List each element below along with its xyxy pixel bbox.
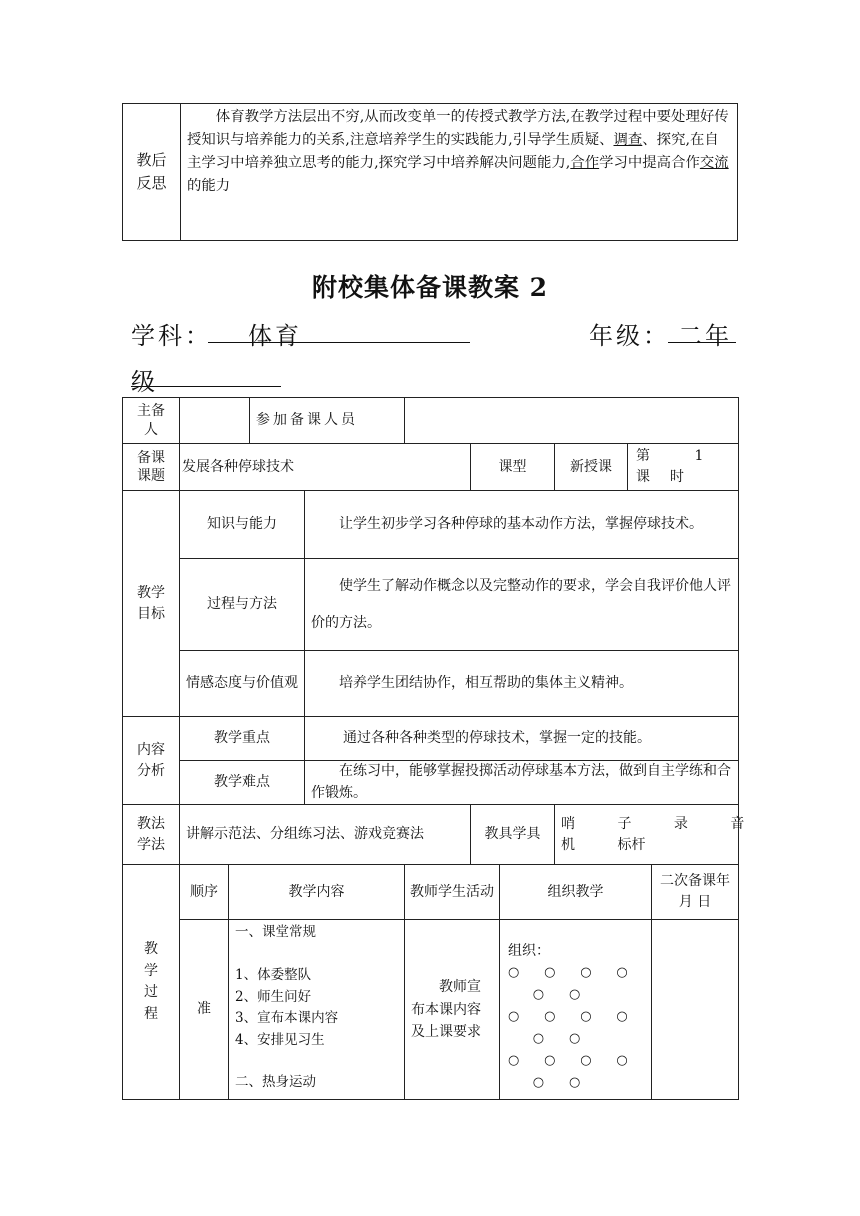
period: 第 1 课时 bbox=[628, 444, 739, 491]
page-title: 附校集体备课教案 2 bbox=[311, 273, 549, 302]
goal-3-text: 培养学生团结协作，相互帮助的集体主义精神。 bbox=[305, 651, 739, 717]
method-value: 讲解示范法、分组练习法、游戏竞赛法 bbox=[180, 805, 471, 865]
goal-3-label: 情感态度与价值观 bbox=[180, 651, 305, 717]
org-circles bbox=[508, 962, 643, 1094]
row-content-lines bbox=[235, 922, 398, 1094]
process-label-text: 教学过程 bbox=[144, 941, 158, 1023]
reflection-text bbox=[181, 104, 738, 241]
row-second-prep bbox=[652, 920, 739, 1100]
tools-value bbox=[555, 805, 751, 865]
reflection-label-line1: 教后 bbox=[136, 150, 167, 169]
key-point-label: 教学重点 bbox=[180, 717, 305, 761]
reflection-table bbox=[122, 103, 738, 241]
content-line: 3、宣布本课内容 bbox=[235, 1010, 339, 1027]
process-label bbox=[123, 865, 180, 1100]
subject-underline bbox=[208, 342, 470, 343]
org-label: 组织： bbox=[508, 943, 551, 960]
header-content: 教学内容 bbox=[229, 865, 405, 920]
content-line: 1、体委整队 bbox=[235, 966, 312, 983]
formation-row: ○ ○ bbox=[508, 1031, 581, 1047]
goal-1-label: 知识与能力 bbox=[180, 491, 305, 559]
subject-label: 学科： bbox=[131, 322, 212, 350]
formation-row: ○ ○ ○ ○ bbox=[508, 1009, 628, 1025]
reflection-label-line2: 反思 bbox=[136, 174, 167, 192]
lead-value bbox=[180, 398, 250, 444]
row-order: 准 bbox=[180, 920, 229, 1100]
difficulty-text: 在练习中，能够掌握投掷活动停球基本方法，做到自主学练和合作锻炼。 bbox=[305, 761, 739, 805]
grade-label: 年级： bbox=[589, 322, 670, 350]
header-second-prep: 二次备课年 月 日 bbox=[652, 865, 739, 920]
lesson-plan-table bbox=[122, 397, 751, 1100]
type-label: 课型 bbox=[471, 444, 555, 491]
lead-label: 主备人 bbox=[123, 398, 180, 444]
goal-2-label: 过程与方法 bbox=[180, 559, 305, 651]
participants-value bbox=[405, 398, 739, 444]
goals-label: 教学目标 bbox=[123, 491, 180, 717]
content-line bbox=[235, 1051, 398, 1072]
reflection-label bbox=[123, 104, 181, 241]
content-line: 二、热身运动 bbox=[235, 1074, 316, 1091]
formation-row: ○ ○ ○ ○ bbox=[508, 965, 628, 981]
analysis-label: 内容分析 bbox=[123, 717, 180, 805]
topic-value: 发展各种停球技术 bbox=[180, 444, 471, 491]
header-order: 顺序 bbox=[180, 865, 229, 920]
tools-value-line2: 机 标杆 bbox=[561, 836, 646, 853]
goal-2-text: 使学生了解动作概念以及完整动作的要求，学会自我评价他人评价的方法。 bbox=[305, 559, 739, 651]
topic-label: 备课课题 bbox=[123, 444, 180, 491]
reflection-text-underlined-3: 交流 bbox=[699, 155, 729, 172]
content-line bbox=[235, 944, 398, 965]
method-label: 教法学法 bbox=[123, 805, 180, 865]
row-organization bbox=[500, 920, 652, 1100]
row-activity: 教师宣布本课内容及上课要求 bbox=[405, 920, 500, 1100]
reflection-text-underlined-2: 合作 bbox=[570, 155, 600, 172]
reflection-text-1: 体育教学方法层出不穷,从而改变单一的传授式教学方法,在教学过程中要处理好传授知识与培养能力的关系,注意培养学生的实践能力,引导学生质疑、 bbox=[187, 109, 729, 149]
type-value: 新授课 bbox=[555, 444, 628, 491]
reflection-text-underlined-1: 调查 bbox=[613, 132, 643, 149]
reflection-text-3: 学习中提高合作 bbox=[599, 155, 700, 172]
participants-label: 参加备课人员 bbox=[250, 398, 405, 444]
content-line: 一、课堂常规 bbox=[235, 924, 316, 941]
header-activity: 教师学生活动 bbox=[405, 865, 500, 920]
grade-underline-1 bbox=[668, 342, 736, 343]
grade-underline-2 bbox=[131, 386, 281, 387]
content-line: 4、安排见习生 bbox=[235, 1031, 325, 1048]
subject-value: 体育 bbox=[248, 322, 302, 350]
reflection-text-4: 的能力 bbox=[187, 178, 231, 195]
formation-row: ○ ○ ○ ○ bbox=[508, 1053, 628, 1069]
reflection-text-2: 、探究,在自主学习中培养独立思考的能力,探究学习中培养解决问题能力, bbox=[187, 132, 719, 172]
difficulty-label: 教学难点 bbox=[180, 761, 305, 805]
grade-value-line1: 二年 bbox=[678, 322, 732, 350]
header-organization: 组织教学 bbox=[500, 865, 652, 920]
content-line: 2、师生问好 bbox=[235, 988, 312, 1005]
row-content bbox=[229, 920, 405, 1100]
grade-value-line2: 级 bbox=[131, 368, 158, 396]
key-point-text: 通过各种各种类型的停球技术，掌握一定的技能。 bbox=[305, 717, 739, 761]
tools-value-line1: 哨 子 录 音 bbox=[561, 815, 751, 832]
tools-label: 教具学具 bbox=[471, 805, 555, 865]
formation-row: ○ ○ bbox=[508, 987, 581, 1003]
goal-1-text: 让学生初步学习各种停球的基本动作方法，掌握停球技术。 bbox=[305, 491, 739, 559]
formation-row: ○ ○ bbox=[508, 1075, 581, 1091]
